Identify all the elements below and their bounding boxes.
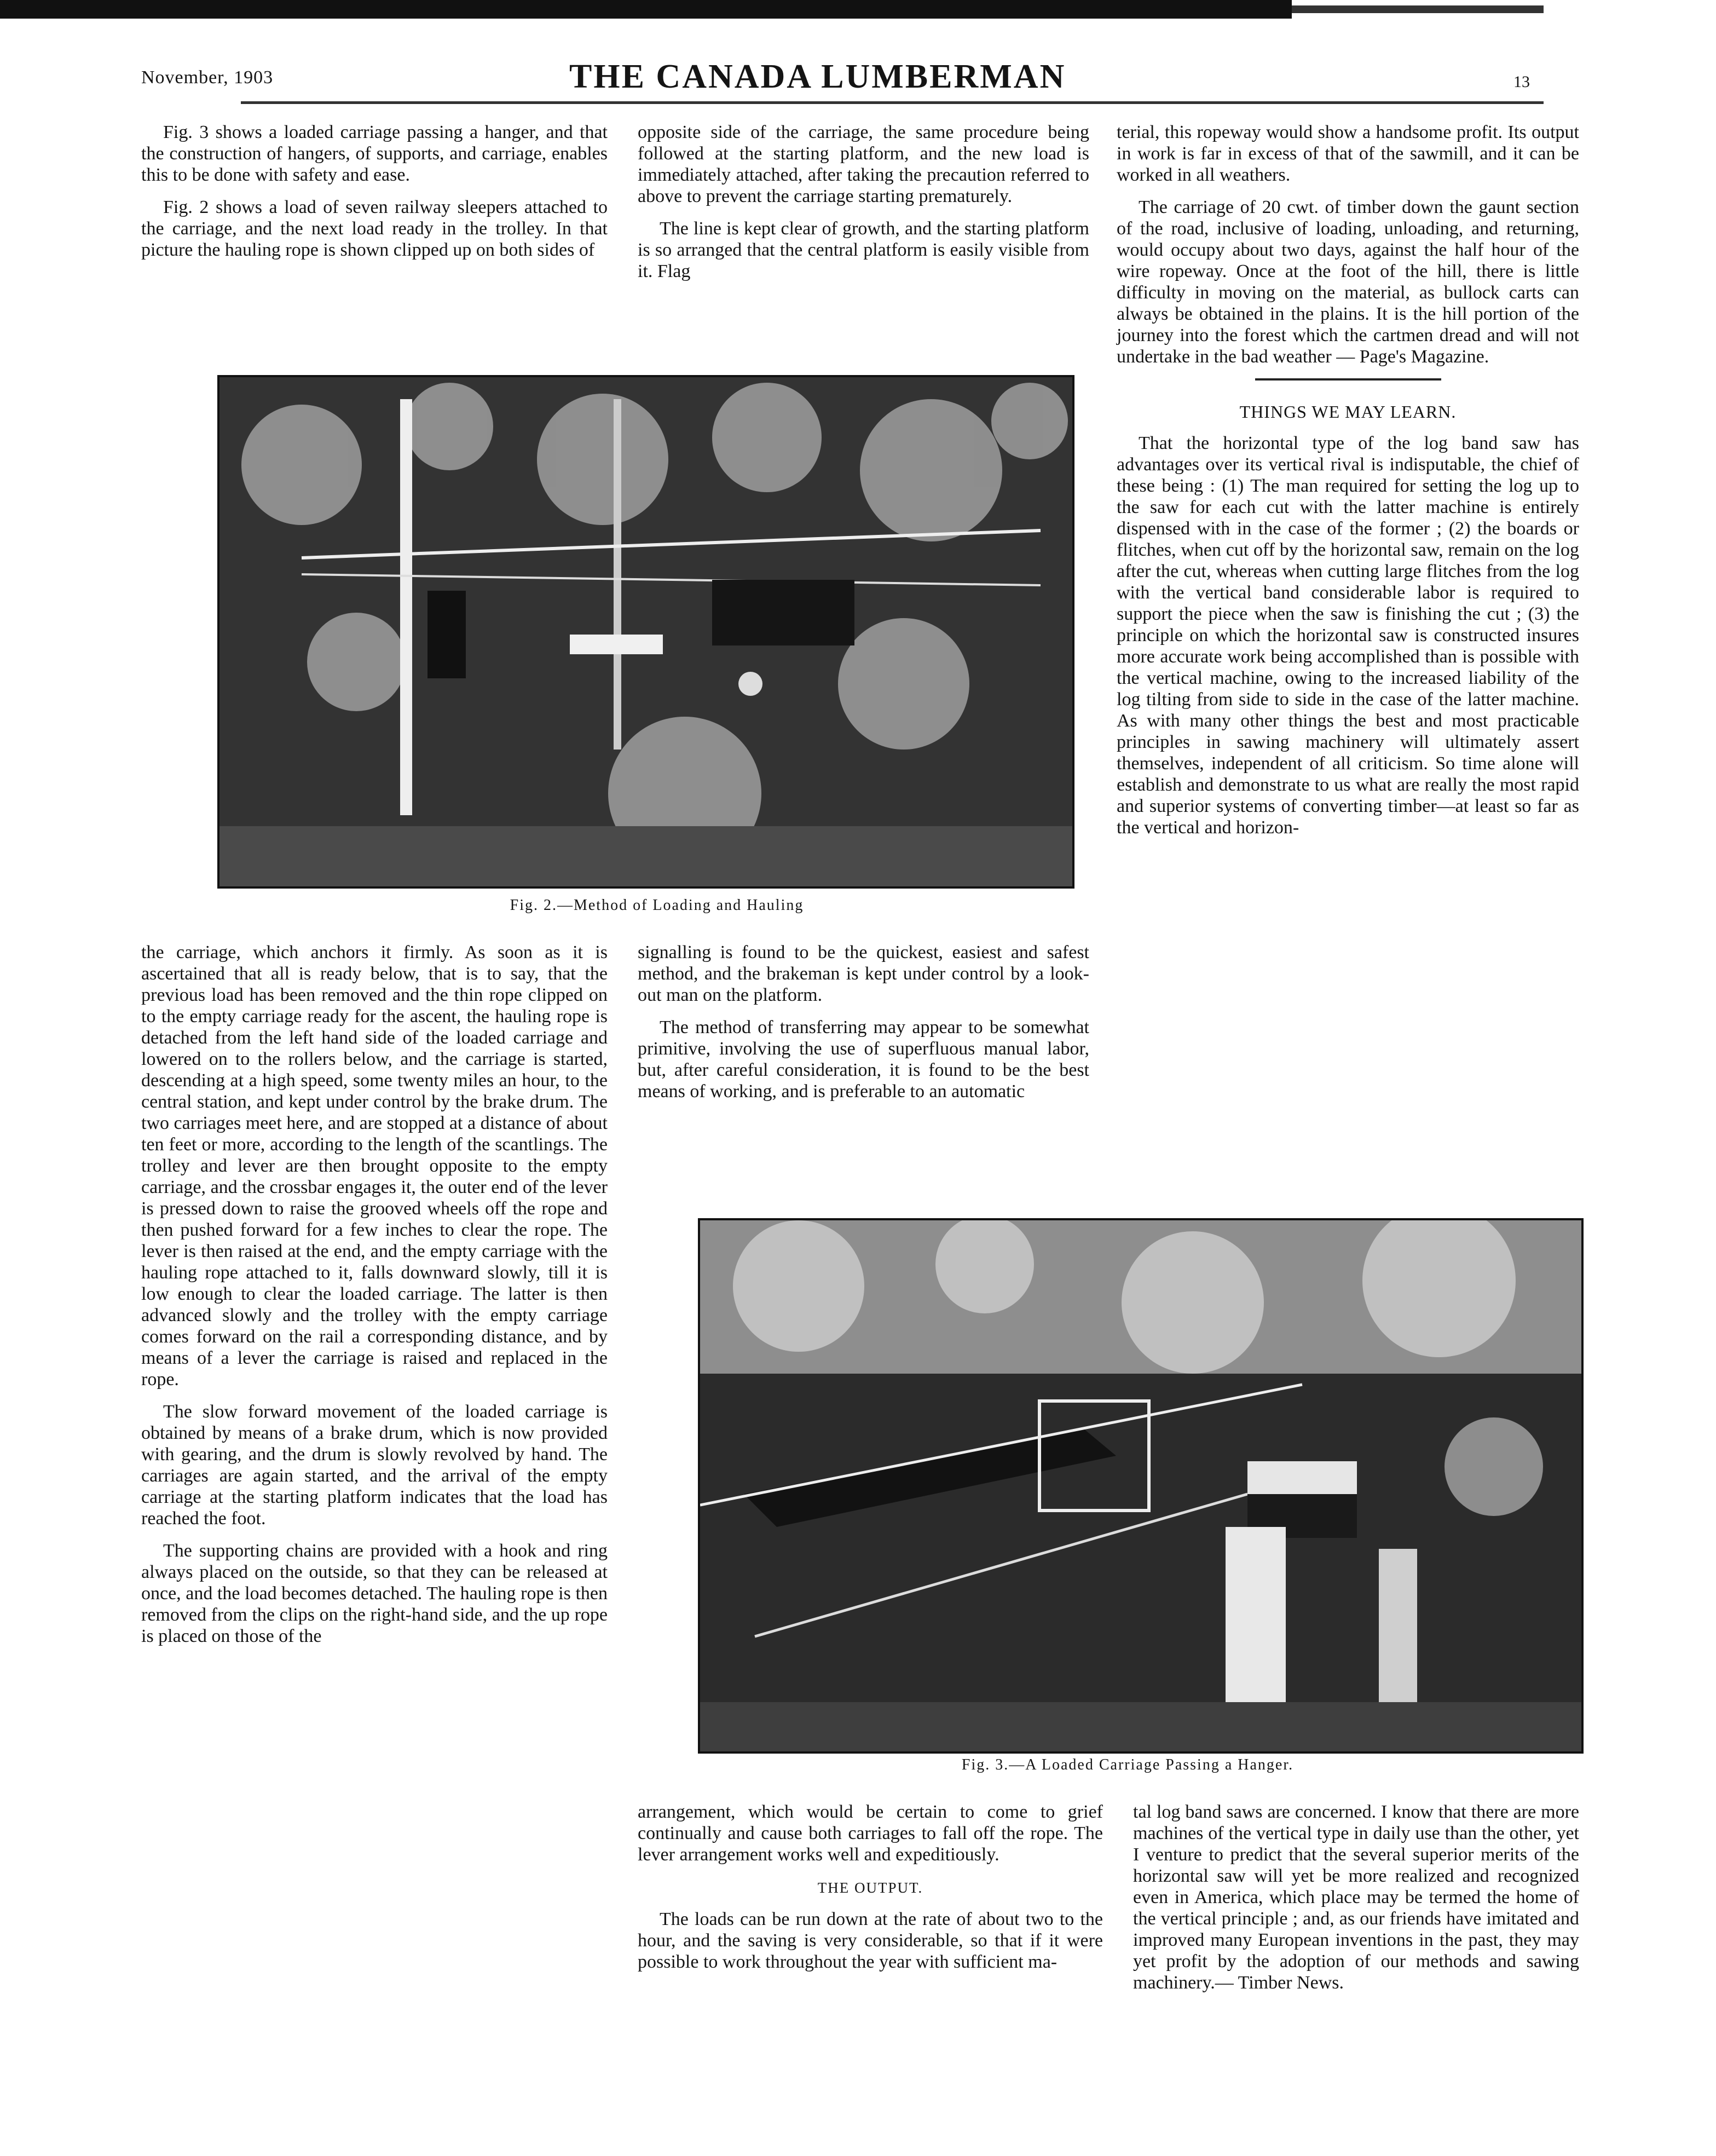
paragraph: The slow forward movement of the loaded carriage is obtained by means of a brake drum, which is now provided with gearing, and the drum is slowly revolved by hand. The carriages are again started, and the arrival of the empty carriage at the starting platform indicates that the load has reached the foot. [141, 1402, 608, 1529]
paragraph: That the horizontal type of the log band saw has advantages over its vertical rival is indisputable, the chief of these being : (1) The man required for setting the log up to the saw for each cut with the latter machine is entirely dispensed with in the case of the former ; (2) the boards or flitches, when cut off by the horizontal saw, remain on the log after the cut, whereas when cutting large flitches from the log with the vertical band considerable labor is required to support the piece when the saw is finishing the cut ; (3) the principle on which the horizontal saw is constructed insures more accurate work being accomplished than is possible with the vertical machine, owing to the increased liability of the log tilting from side to side in the case of the latter machine. As with many other things the best and most practicable principles in sawing machinery will ultimately assert themselves, independent of all criticism. So time alone will establish and demonstrate to us what are really the most rapid and superior systems of converting timber—at least so far as the vertical and horizon- [1117, 433, 1579, 838]
section-heading: THINGS WE MAY LEARN. [1239, 402, 1457, 422]
publication-title: THE CANADA LUMBERMAN [569, 58, 1066, 95]
photo-illustration [219, 377, 1072, 886]
paragraph: The loads can be run down at the rate of about two to the hour, and the saving is very considerable, so that if it were possible to work throughout the year with sufficient ma- [638, 1909, 1103, 1972]
paragraph: The line is kept clear of growth, and the starting platform is so arranged that the central platform is easily visible from it. Flag [638, 218, 1089, 281]
column-2-bottom [638, 1801, 1103, 1984]
paragraph: terial, this ropeway would show a handsome profit. Its output in work is far in excess of that of the sawmill, and it can be worked in all weathers. [1117, 122, 1579, 185]
section-divider [1255, 378, 1441, 381]
paragraph: signalling is found to be the quickest, easiest and safest method, and the brakeman is kept under control by a look-out man on the platform. [638, 942, 1089, 1005]
figure-3-caption: Fig. 3.—A Loaded Carriage Passing a Hanger. [961, 1756, 1294, 1773]
paragraph: Fig. 2 shows a load of seven railway sleepers attached to the carriage, and the next load ready in the trolley. In that picture the hauling rope is shown clipped up on both sides of [141, 197, 608, 260]
page-header [0, 57, 1716, 101]
paragraph: the carriage, which anchors it firmly. As soon as it is ascertained that all is ready below, that is to say, that the previous load has been removed and the thin rope clipped on to the empty carriage ready for the ascent, the hauling rope is detached from the left hand side of the loaded carriage and lowered on to the rollers below, and the carriage is started, descending at a high speed, some twenty miles an hour, to the central station, and kept under control by the brake drum. The two carriages meet here, and are stopped at a distance of about ten feet or more, according to the length of the scantlings. The trolley and lever are then brought opposite to the empty carriage, and the crossbar engages it, the outer end of the lever is pressed down to raise the grooved wheels off the rope and then pushed forward for a few inches to clear the rope. The lever is then raised at the end, and the empty carriage with the hauling rope attached to it, falls downward slowly, till it is low enough to clear the loaded carriage. The latter is then advanced slowly and the trolley with the empty carriage comes forward on the rail a corresponding distance, and by means of a lever the carriage is raised and replaced in the rope. [141, 942, 608, 1390]
column-1-top [141, 122, 608, 272]
figure-3-photo [698, 1218, 1584, 1754]
paragraph: tal log band saws are concerned. I know that there are more machines of the vertical type in daily use than the other, yet I venture to predict that the several superior merits of the horizontal saw will yet be more realized and recognized even in America, which place may be termed the home of the vertical principle ; and, as our friends have imitated and improved many European inventions in the past, they may yet profit by the adoption of our methods and sawing machinery.— Timber News. [1133, 1802, 1579, 1993]
paragraph: The carriage of 20 cwt. of timber down the gaunt section of the road, inclusive of loading, unloading, and returning, would occupy about two days, against the half hour of the wire ropeway. Once at the foot of the hill, there is little difficulty in moving on the material, as bullock carts can always be obtained in the plains. It is the hill portion of the journey into the forest which the cartmen dread and will not undertake in the bad weather — Page's Magazine. [1117, 197, 1579, 367]
paragraph: The method of transferring may appear to be somewhat primitive, involving the use of superfluous manual labor, but, after careful consideration, it is found to be the best means of working, and is preferable to an automatic [638, 1017, 1089, 1102]
section-heading: THE OUTPUT. [817, 1880, 923, 1896]
column-3-bottom [1133, 1801, 1579, 2004]
figure-2-photo [217, 375, 1074, 889]
column-2-top [638, 122, 1089, 293]
column-1-bottom [141, 942, 608, 1658]
photo-illustration [700, 1220, 1581, 1751]
paragraph: opposite side of the carriage, the same procedure being followed at the starting platform, and the new load is immediately attached, after taking the precaution referred to above to prevent the carriage starting prematurely. [638, 122, 1089, 206]
issue-date: November, 1903 [141, 67, 274, 88]
paragraph: arrangement, which would be certain to come to grief continually and cause both carriages to fall off the rope. The lever arrangement works well and expeditiously. [638, 1802, 1103, 1865]
page-number: 13 [1513, 73, 1530, 91]
figure-2-caption: Fig. 2.—Method of Loading and Hauling [510, 897, 804, 914]
column-3 [1117, 122, 1579, 849]
header-rule [241, 101, 1544, 104]
column-2-mid [638, 942, 1089, 1113]
paragraph: The supporting chains are provided with a hook and ring always placed on the outside, so that they can be released at once, and the load becomes detached. The hauling rope is then removed from the clips on the right-hand side, and the up rope is placed on those of the [141, 1541, 608, 1646]
paragraph: Fig. 3 shows a loaded carriage passing a hanger, and that the construction of hangers, of supports, and carriage, enables this to be done with safety and ease. [141, 122, 608, 185]
scan-artifact-bar [0, 0, 1292, 19]
scan-artifact-bar-end [1292, 5, 1544, 13]
